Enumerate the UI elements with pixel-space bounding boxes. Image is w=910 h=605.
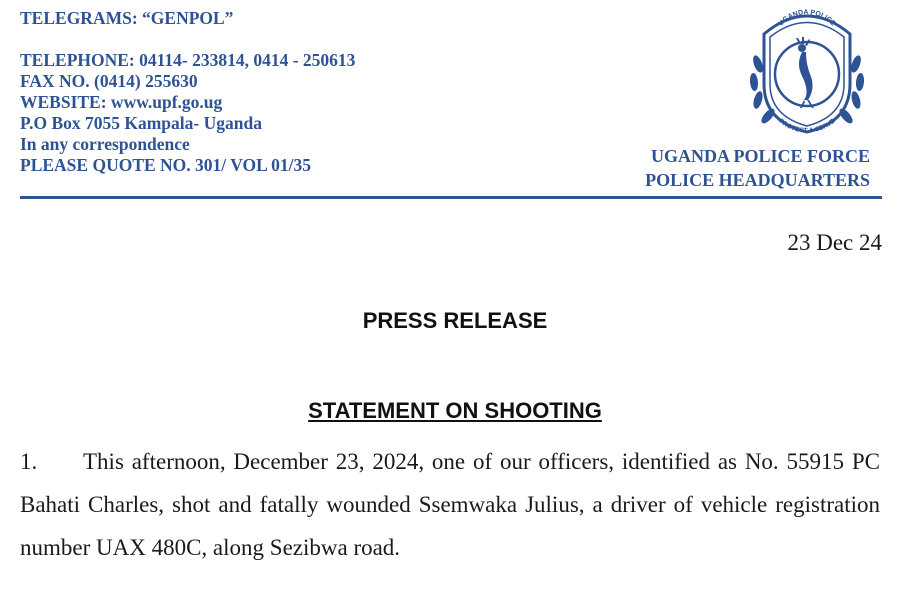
svg-text:UGANDA POLICE (777, 9, 836, 28)
paragraph-number: 1. (20, 449, 38, 474)
organization-name: UGANDA POLICE FORCE (650, 146, 870, 166)
police-crest-logo (744, 4, 870, 138)
telephone-line: TELEPHONE: 04114- 233814, 0414 - 250613 (20, 50, 356, 70)
logo-top-text: UGANDA POLICE (777, 9, 837, 28)
fax-line: FAX NO. (0414) 255630 (20, 71, 198, 91)
organization-block (645, 144, 870, 192)
document-type-heading: PRESS RELEASE (362, 308, 548, 333)
logo-bottom-text: PROTECT & SERVE (777, 117, 837, 135)
paragraph-text: This afternoon, December 23, 2024, one of our officers, identified as No. 55915 PC Bahati Charles, shot and fatally wounded Ssemwaka Julius, a driver of vehicle registration number UAX 480C, along Sezibwa road. (20, 449, 880, 560)
quote-line: PLEASE QUOTE NO. 301/ VOL 01/35 (20, 155, 312, 175)
document-date: 23 Dec 24 (787, 230, 882, 255)
website-line: WEBSITE: www.upf.go.ug (20, 92, 223, 112)
organization-hq: POLICE HEADQUARTERS (645, 170, 870, 190)
letterhead-contacts (20, 8, 355, 176)
correspondence-line: In any correspondence (20, 134, 190, 154)
statement-title: STATEMENT ON SHOOTING (308, 398, 602, 423)
paragraph-1 (20, 440, 880, 569)
pobox-line: P.O Box 7055 Kampala- Uganda (20, 113, 262, 133)
telegrams-line: TELEGRAMS: “GENPOL” (20, 8, 234, 28)
header-divider (20, 196, 882, 199)
